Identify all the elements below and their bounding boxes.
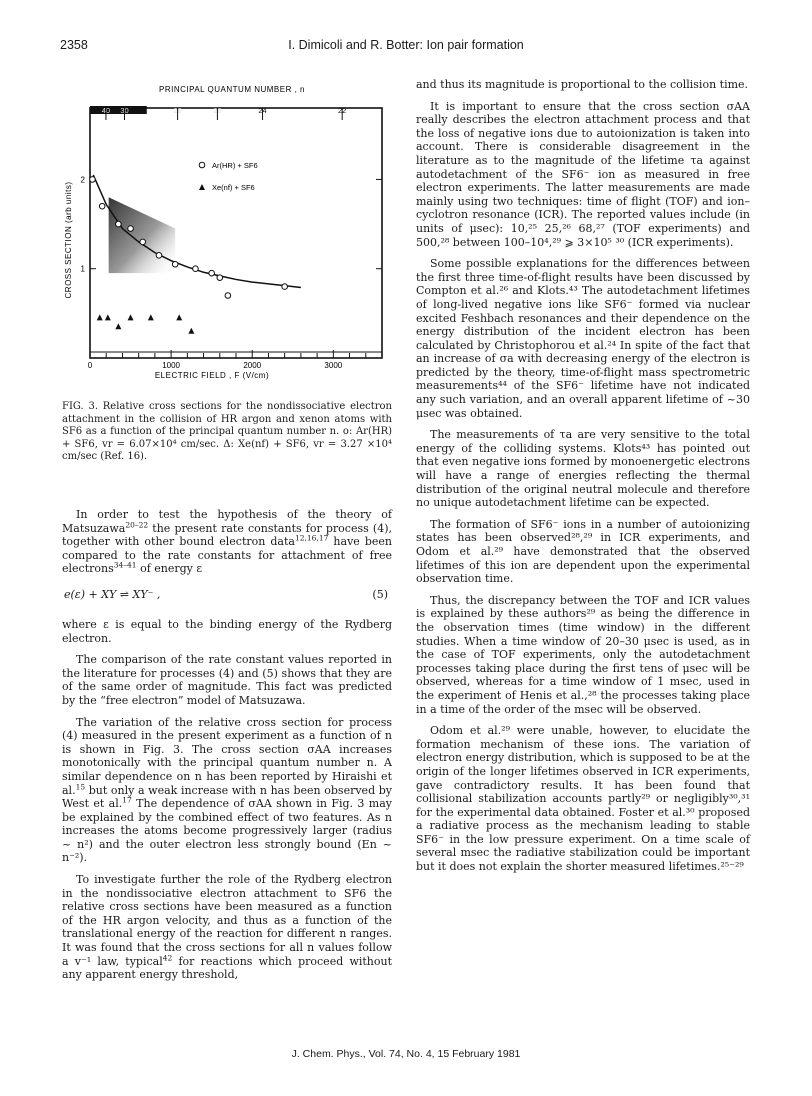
x-tick-label: 3000	[324, 361, 343, 370]
top-axis-band	[90, 106, 147, 114]
legend-marker-xe	[199, 184, 205, 190]
y-tick-label: 1	[80, 264, 85, 274]
paragraph: Some possible explanations for the differences between the first three time-of-flight results have been discussed by Compton et al.²⁶ and Klots.⁴³ The autodetachment lifetimes of long-lived negative ions like SF6⁻ formed via nuclear excited Feshbach resonances and their dependence on the energy distribution of the incident electron has been calculated by Christophorou et al.²⁴ In spite of the fact that an increase of σa with decreasing energy of the electron is predicted by the theory, time-of-flight mass spectrometric measurements⁴⁴ of the SF6⁻ lifetime have not indicated any such variation, and an overall apparent lifetime of ~30 μsec was obtained.	[416, 257, 750, 420]
legend-marker-ar	[199, 162, 205, 168]
top-tick-label: 28	[173, 106, 182, 115]
top-axis-label: PRINCIPAL QUANTUM NUMBER , n	[158, 85, 306, 94]
paragraph: The measurements of τa are very sensitive to the total energy of the colliding systems. Klots⁴³ has pointed out that even negative ions formed by monoenergetic electrons will have a range of energies reflecting the thermal distribution of the original neutral molecule and therefore no unique autodetachment lifetime can be expected.	[416, 428, 750, 510]
running-header	[60, 38, 752, 58]
top-tick-label: 40	[101, 106, 111, 115]
data-point-ar	[209, 270, 215, 276]
x-axis-label: ELECTRIC FIELD , F (V/cm)	[154, 371, 270, 380]
x-tick-label: 0	[87, 361, 93, 370]
legend-label-ar: Ar(HR) + SF6	[212, 161, 258, 170]
running-head-title: I. Dimicoli and R. Botter: Ion pair formation	[288, 38, 524, 52]
equation-5	[62, 584, 392, 608]
left-column	[62, 508, 392, 990]
legend-label-xe: Xe(nf) + SF6	[212, 183, 255, 192]
data-point-ar	[217, 275, 223, 281]
figure-3	[62, 80, 402, 380]
paragraph: It is important to ensure that the cross section σAA really describes the electron attachment process and that the loss of negative ions due to autoionization is taken into account. There is considerable disagreement in the literature as to the magnitude of the lifetime τa against autodetachment of the SF6⁻ ion as measured in free electron experiments. The latter measurements are made mainly using two techniques: time of flight (TOF) and ion–cyclotron resonance (ICR). The reported values include (in units of μsec): 10,²⁵ 25,²⁶ 68,²⁷ (TOF experiments) and 500,²⁸ between 100–10⁴,²⁹ ⩾ 3×10⁵ ³⁰ (ICR experiments).	[416, 99, 750, 249]
data-point-xe	[188, 328, 194, 334]
plot-area	[81, 106, 382, 370]
data-point-ar	[128, 226, 134, 232]
figure-caption	[62, 401, 392, 464]
data-point-xe	[115, 323, 121, 329]
paragraph: and thus its magnitude is proportional to the collision time.	[416, 78, 749, 91]
top-tick-label: 26	[213, 106, 222, 115]
caption-text: Relative cross sections for the nondissociative electron attachment in the collision of HR argon and xenon atoms with SF6 as a function of the principal quantum number n. o: Ar(HR) + SF6, vr = 6.07×10⁴ cm/sec. Δ: Xe(nf) + SF6, vr = 3.27 ×10⁴ cm/sec (Ref. 16).	[62, 401, 392, 463]
page-number: 2358	[60, 38, 88, 52]
y-axis-label: CROSS SECTION (arb units)	[64, 181, 73, 299]
data-point-ar	[156, 253, 162, 259]
paragraph: To investigate further the role of the Rydberg electron in the nondissociative electron attachment to SF6 the relative cross sections have been measured as a function of the HR argon velocity, and thus as a function of the translational energy of the reaction for different n ranges. It was found that the cross sections for all n values follow a v⁻¹ law, typical$^{42}$ for reactions which proceed without any apparent energy threshold,	[62, 873, 393, 982]
top-tick-label: 22	[338, 106, 347, 115]
paragraph: The comparison of the rate constant values reported in the literature for processes (4) and (5) shows that they are of the same order of magnitude. This fact was predicted by the “free electron” model of Matsuzawa.	[62, 653, 392, 707]
top-tick-label: 30	[120, 106, 129, 115]
data-point-xe	[105, 314, 111, 320]
paragraph: The formation of SF6⁻ ions in a number of autoionizing states has been observed²⁸,²⁹ in ICR experiments, and Odom et al.²⁹ have demonstrated that the observed lifetimes of this ion are dependent upon the experimental observation time.	[416, 517, 750, 586]
data-point-xe	[148, 314, 154, 320]
paragraph: The variation of the relative cross section for process (4) measured in the present experiment as a function of n is shown in Fig. 3. The cross section σAA increases monotonically with the principal quantum number n. A similar dependence on n has been reported by Hiraishi et al.$^{15}$ but only a weak increase with n has been observed by West et al.$^{17}$ The dependence of σAA shown in Fig. 3 may be explained by the combined effect of two features. As n increases the atoms become progressively larger (radius ~ n²) and the outer electron less strongly bound (En ~ n⁻²).	[62, 715, 392, 865]
data-point-ar	[282, 284, 288, 290]
x-tick-label: 2000	[243, 361, 262, 370]
x-tick-label: 1000	[162, 361, 181, 370]
data-point-ar	[90, 177, 96, 183]
equation-body: e(ε) + XY ⇌ XY⁻ ,	[64, 587, 161, 601]
journal-footer: J. Chem. Phys., Vol. 74, No. 4, 15 February 1981	[291, 1048, 521, 1060]
shaded-region	[109, 197, 176, 273]
data-point-ar	[116, 221, 122, 227]
paragraph: In order to test the hypothesis of the theory of Matsuzawa$^{20-22}$ the present rate constants for process (4), together with other bound electron data$^{12,16,17}$ have been compared to the rate constants for attachment of free electrons$^{34-41}$ of energy ε	[62, 508, 392, 576]
data-point-xe	[128, 314, 134, 320]
equation-number: (5)	[372, 587, 388, 601]
top-tick-label: 24	[258, 106, 267, 115]
data-point-xe	[97, 314, 103, 320]
data-point-ar	[99, 203, 105, 209]
data-point-xe	[176, 314, 182, 320]
data-point-ar	[225, 293, 231, 299]
right-column	[416, 78, 750, 882]
y-tick-label: 2	[80, 175, 85, 185]
paragraph: where ε is equal to the binding energy of the Rydberg electron.	[62, 617, 392, 645]
paragraph: Odom et al.²⁹ were unable, however, to elucidate the formation mechanism of these ions. The variation of electron energy distribution, which is supposed to be at the origin of the longer lifetimes observed in ICR experiments, gave contradictory results. It has been found that collisional stabilization accounts partly²⁹ or negligibly³⁰,³¹ for the experimental data obtained. Foster et al.³⁰ proposed a radiative process as the mechanism leading to stable SF6⁻ in the low pressure experiment. On a time scale of several msec the radiative stabilization could be important but it does not explain the shorter measured lifetimes.²⁵⁻²⁹	[416, 724, 750, 874]
paragraph: Thus, the discrepancy between the TOF and ICR values is explained by these authors²⁹ as being the difference in the observation times (time window) in the different studies. When a time window of 20–30 μsec is used, as in the case of TOF experiments, only the autodetachment processes taking place during the first tens of μsec will be observed, whereas for a time window of 1 msec, used in the experiment of Henis et al.,²⁸ the processes taking place in a time of the order of the msec will be observed.	[416, 593, 750, 716]
data-point-ar	[140, 239, 146, 245]
data-point-ar	[172, 261, 178, 267]
data-point-ar	[193, 266, 199, 272]
cross-section-chart	[62, 80, 402, 380]
caption-label: FIG. 3.	[62, 401, 99, 412]
